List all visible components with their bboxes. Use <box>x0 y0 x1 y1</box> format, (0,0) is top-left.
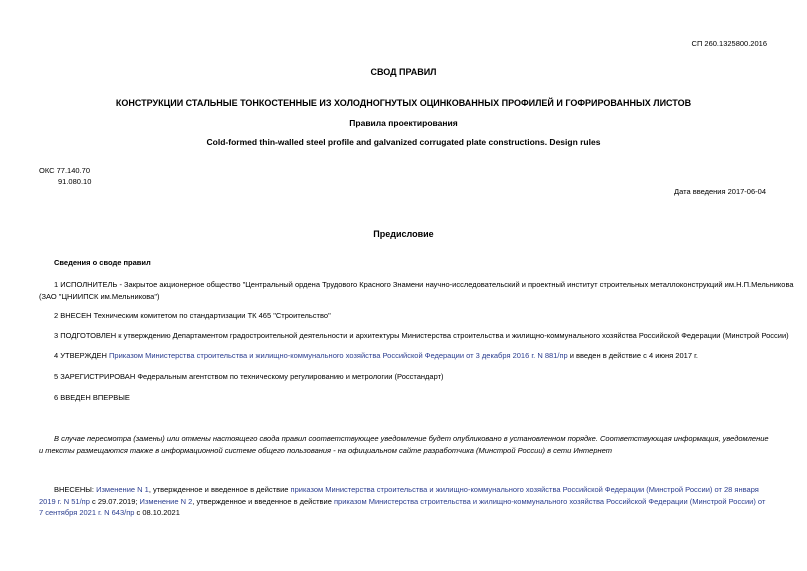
amendments-paragraph <box>39 484 769 519</box>
amendment-1-date: с 29.07.2019; <box>89 496 140 506</box>
oks-code-2: 91.080.10 <box>58 177 92 186</box>
item-4-order-link[interactable]: Приказом Министерства строительства и жилищно-коммунального хозяйства Российской Федерации от 3 декабря 2016 г. N 881/пр <box>109 351 568 360</box>
revision-notice: В случае пересмотра (замены) или отмены настоящего свода правил соответствующее уведомление будет опубликовано в установленном порядке. Соответствующая информация, уведомление и тексты размещаются также в информационной системе общего пользования - на официальном сайте разработчика (Минстрой России) в сети Интернет <box>39 434 769 455</box>
preface-heading: Предисловие <box>373 229 434 239</box>
oks-code-1: ОКС 77.140.70 <box>39 166 90 175</box>
amendment-1-link[interactable]: Изменение N 1 <box>96 485 149 494</box>
document-english-title: Cold-formed thin-walled steel profile and galvanized corrugated plate constructions. Design rules <box>206 137 601 147</box>
document-main-title: КОНСТРУКЦИИ СТАЛЬНЫЕ ТОНКОСТЕННЫЕ ИЗ ХОЛОДНОГНУТЫХ ОЦИНКОВАННЫХ ПРОФИЛЕЙ И ГОФРИРОВАННЫХ ЛИСТОВ <box>115 98 692 108</box>
amendment-1-order-link[interactable]: приказом Министерства строительства и жилищно-коммунального хозяйства Российской Федерации (Минстрой России) от 28 января 2019 г. N 51/пр <box>39 485 759 506</box>
document-subtitle: Правила проектирования <box>349 118 458 128</box>
amendment-1-text: , утвержденное и введенное в действие <box>148 485 291 494</box>
amendment-2-text: , утвержденное и введенное в действие <box>192 496 334 506</box>
item-4-suffix: и введен в действие с 4 июня 2017 г. <box>567 351 698 360</box>
item-2: 2 ВНЕСЕН Техническим комитетом по стандартизации ТК 465 "Строительство" <box>54 311 331 320</box>
introduction-date: Дата введения 2017-06-04 <box>674 187 766 196</box>
document-type-title: СВОД ПРАВИЛ <box>370 67 437 77</box>
item-3: 3 ПОДГОТОВЛЕН к утверждению Департаментом градостроительной деятельности и архитектуры Министерства строительства и жилищно-коммунального хозяйства Российской Федерации (Минстрой России) <box>54 331 789 340</box>
item-6: 6 ВВЕДЕН ВПЕРВЫЕ <box>54 393 130 402</box>
amendments-prefix: ВНЕСЕНЫ: <box>54 485 97 494</box>
amendment-2-order-link[interactable]: приказом Министерства строительства и жилищно-коммунального хозяйства Российской Федерации (Минстрой России) от 7 сентября 2021 г. N 643/пр <box>39 496 766 517</box>
info-heading: Сведения о своде правил <box>54 258 151 267</box>
item-4-prefix: 4 УТВЕРЖДЕН <box>54 351 110 360</box>
document-code: СП 260.1325800.2016 <box>691 39 767 48</box>
item-4 <box>54 351 698 360</box>
item-1-line-1: 1 ИСПОЛНИТЕЛЬ - Закрытое акционерное общество "Центральный ордена Трудового Красного Знамени научно-исследовательский и проектный институт строительных металлоконструкций им.Н.П.Мельникова <box>54 280 794 289</box>
amendment-2-link[interactable]: Изменение N 2 <box>139 496 193 506</box>
item-5: 5 ЗАРЕГИСТРИРОВАН Федеральным агентством по техническому регулированию и метрологии (Росстандарт) <box>54 372 444 381</box>
item-1-line-2: (ЗАО "ЦНИИПСК им.Мельникова") <box>39 292 160 301</box>
amendment-2-date: с 08.10.2021 <box>134 508 180 517</box>
